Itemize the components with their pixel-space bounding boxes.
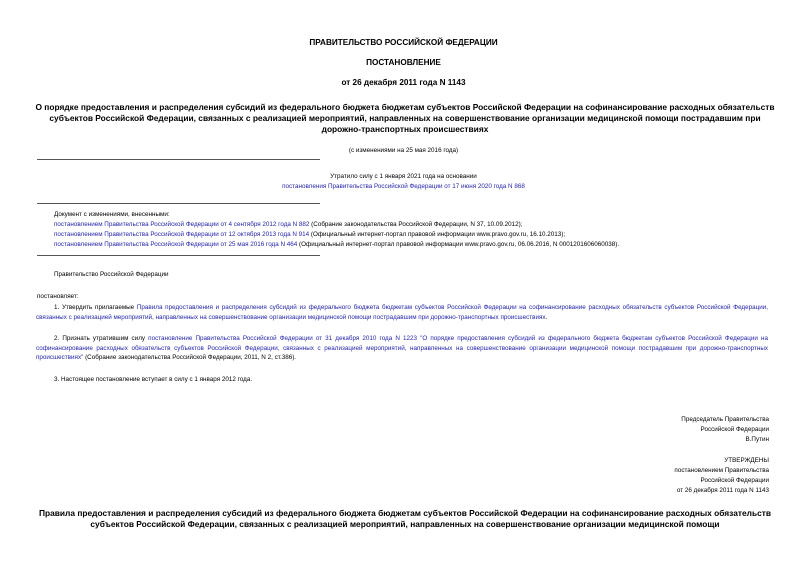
amendment-item [54,230,774,240]
approved-line: Российской Федерации [700,477,769,484]
document-date-number: от 26 декабря 2011 года N 1143 [341,78,466,87]
document-type: ПОСТАНОВЛЕНИЕ [366,58,441,67]
paragraph-1: 1. Утвердить прилагаемые Правила предоставления и распределения субсидий из федерального бюджета бюджетам субъектов Российской Федерации на софинансирование расходных обязательств субъектов Российской Федерации, связанных с реализацией мероприятий, направленных на совершенствование организации медицинской помощи пострадавшим при дорожно-транспортных происшествиях. [36,304,769,321]
expired-line: Утратило силу с 1 января 2021 года на основании [330,173,477,180]
amendments-intro: Документ с изменениями, внесенными: [54,211,170,218]
amended-note: (с изменениями на 25 мая 2016 года) [348,147,459,154]
government-heading: ПРАВИТЕЛЬСТВО РОССИЙСКОЙ ФЕДЕРАЦИИ [309,38,498,47]
amendment-item [54,220,774,230]
approved-block [469,456,769,496]
approved-line: постановлением Правительства [674,467,769,474]
amendment-source: (Собрание законодательства Российской Федерации, N 37, 10.09.2012); [309,221,523,228]
approved-date: от 26 декабря 2011 года N 1143 [676,487,769,494]
gov-name: Правительство Российской Федерации [54,271,169,278]
rules-link[interactable]: Правила предоставления и распределения субсидий из федерального бюджета бюджетам субъектов Российской Федерации на софинансирование расходных обязательств субъектов Российской Федерации, связанных с реализацией мероприятий, направленных на совершенствование организации медицинской помощи пострадавшим при дорожно-транспортных происшествиях [36,304,769,321]
amendment-source: (Официальный интернет-портал правовой информации www.pravo.gov.ru, 06.06.2016, N 0001201606060038). [297,241,620,248]
document-title: О порядке предоставления и распределения субсидий из федерального бюджета бюджетам субъектов Российской Федерации на софинансирование расходных обязательств субъектов Российской Федерации, связанных с реализацией мероприятий, направленных на совершенствование организации медицинской помощи пострадавшим при дорожно-транспортных происшествиях [35,102,775,134]
repealed-decree-link[interactable]: постановление Правительства Российской Федерации от 31 декабря 2010 года N 1223 "О порядке предоставления субсидий из федерального бюджета бюджетам субъектов Российской Федерации на софинансирование расходных обязательств субъектов Российской Федерации, связанных с реализацией мероприятий, направленных на совершенствование организации медицинской помощи пострадавшим при дорожно-транспортных происшествиях" [36,335,768,362]
signature-title: Председатель Правительства [681,416,769,423]
signature-country: Российской Федерации [700,426,769,433]
amendment-link[interactable]: постановлением Правительства Российской Федерации от 12 октября 2013 года N 914 [54,231,310,238]
amendments-block [54,210,774,250]
amendment-item [54,240,774,250]
signature-block [469,415,769,445]
amendment-link[interactable]: постановлением Правительства Российской Федерации от 25 мая 2016 года N 464 [54,241,298,248]
paragraph-3: 3. Настоящее постановление вступает в силу с 1 января 2012 года. [54,376,253,383]
approved-heading: УТВЕРЖДЕНЫ [724,457,769,464]
rules-title: Правила предоставления и распределения субсидий из федерального бюджета бюджетам субъектов Российской Федерации на софинансирование расходных обязательств субъектов Российской Федерации, связанных с реализацией мероприятий, направленных на совершенствование организации медицинской помощи [38,508,772,529]
paragraph-2: 2. Признать утратившим силу постановление Правительства Российской Федерации от 31 декабря 2010 года N 1223 "О порядке предоставления субсидий из федерального бюджета бюджетам субъектов Российской Федерации на софинансирование расходных обязательств субъектов Российской Федерации, связанных с реализацией мероприятий, направленных на совершенствование организации медицинской помощи пострадавшим при дорожно-транспортных происшествиях" (Собрание законодательства Российской Федерации, 2011, N 2, ст.386). [36,335,768,362]
amendment-source: (Официальный интернет-портал правовой информации www.pravo.gov.ru, 16.10.2013); [309,231,566,238]
divider-body [37,255,320,256]
signature-name: В.Путин [745,436,769,443]
divider-amendments [37,203,320,204]
decides-label: постановляет: [37,293,79,300]
divider-top [37,159,320,160]
amendment-link[interactable]: постановлением Правительства Российской Федерации от 4 сентября 2012 года N 882 [54,221,310,228]
expired-block [0,172,807,192]
expired-link[interactable]: постановления Правительства Российской Федерации от 17 июня 2020 года N 868 [282,183,525,190]
